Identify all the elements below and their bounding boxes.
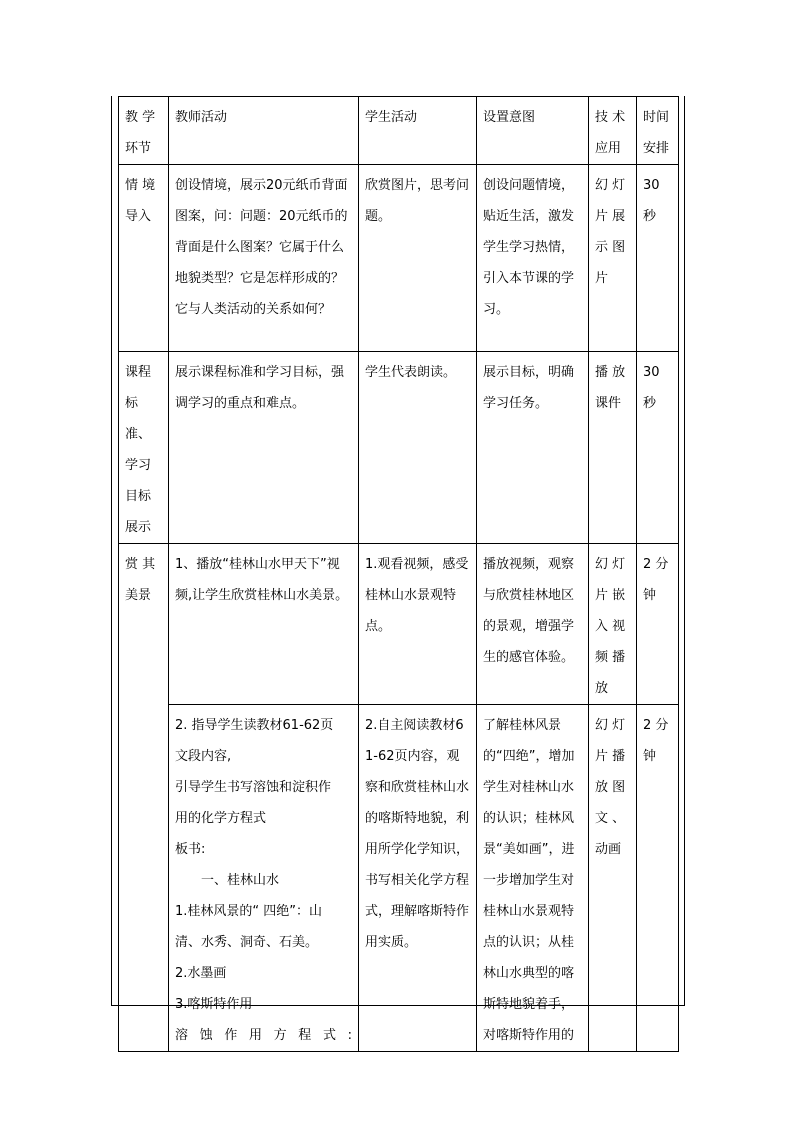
student-activity-cell: 1.观看视频，感受桂林山水景观特点。 bbox=[359, 544, 477, 705]
table-frame-left bbox=[111, 96, 112, 1006]
header-teacher-activity: 教师活动 bbox=[169, 97, 359, 165]
student-activity-cell: 2.自主阅读教材61-62页内容，观察和欣赏桂林山水的喀斯特地貌，利用所学化学知识，书写相关化学方程式，理解喀斯特作用实质。 bbox=[359, 705, 477, 1052]
teacher-line: 板书: bbox=[175, 842, 206, 857]
table-row bbox=[119, 544, 679, 705]
teacher-line: 文段内容, bbox=[175, 749, 232, 764]
time-cell: 2 分 钟 bbox=[637, 544, 679, 705]
table-header-row bbox=[119, 97, 679, 165]
design-intent-cell: 播放视频，观察与欣赏桂林地区的景观，增强学生的感官体验。 bbox=[477, 544, 589, 705]
teacher-activity-cell: 创设情境，展示20元纸币背面图案，问：问题：20元纸币的背面是什么图案？它属于什么地貌类型？它是怎样形成的？它与人类活动的关系如何？ bbox=[169, 165, 359, 352]
stage-cell: 赏 其 美景 bbox=[119, 544, 169, 1052]
tech-cell: 播 放 课件 bbox=[589, 352, 637, 544]
tech-cell: 幻 灯 片 嵌 入 视 频 播 放 bbox=[589, 544, 637, 705]
tech-cell: 幻 灯 片 展 示 图 片 bbox=[589, 165, 637, 352]
stage-cell: 课程 标准、 学习 目标 展示 bbox=[119, 352, 169, 544]
design-intent-cell: 了解桂林风景的“四绝”，增加学生对桂林山水的认识；桂林风景“美如画”，进一步增加学生对桂林山水景观特点的认识；从桂林山水典型的喀斯特地貌着手，对喀斯特作用的 bbox=[477, 705, 589, 1052]
tech-cell: 幻 灯 片 播 放 图 文 、 动画 bbox=[589, 705, 637, 1052]
table-row bbox=[119, 705, 679, 1052]
time-cell: 30秒 bbox=[637, 352, 679, 544]
teacher-line: 2. 指导学生读教材61-62页 bbox=[175, 718, 334, 733]
teacher-activity-cell bbox=[169, 705, 359, 1052]
header-time: 时间 安排 bbox=[637, 97, 679, 165]
time-cell: 30秒 bbox=[637, 165, 679, 352]
teacher-line: 引导学生书写溶蚀和淀积作 bbox=[175, 780, 332, 795]
header-tech: 技 术 应用 bbox=[589, 97, 637, 165]
teacher-activity-cell: 1、播放“桂林山水甲天下”视频,让学生欣赏桂林山水美景。 bbox=[169, 544, 359, 705]
teacher-line: 用的化学方程式 bbox=[175, 811, 267, 826]
time-cell: 2 分 钟 bbox=[637, 705, 679, 1052]
header-design-intent: 设置意图 bbox=[477, 97, 589, 165]
teacher-line: 2.水墨画 bbox=[175, 966, 227, 981]
table-row bbox=[119, 352, 679, 544]
header-student-activity: 学生活动 bbox=[359, 97, 477, 165]
student-activity-cell: 欣赏图片，思考问题。 bbox=[359, 165, 477, 352]
student-activity-cell: 学生代表朗读。 bbox=[359, 352, 477, 544]
design-intent-cell: 创设问题情境，贴近生活，激发学生学习热情，引入本节课的学习。 bbox=[477, 165, 589, 352]
lesson-plan-table bbox=[118, 96, 679, 1052]
teacher-line: 清、水秀、洞奇、石美。 bbox=[175, 935, 319, 950]
table-frame-right bbox=[684, 96, 685, 1006]
header-stage: 教 学 环节 bbox=[119, 97, 169, 165]
stage-cell: 情 境 导入 bbox=[119, 165, 169, 352]
teacher-activity-cell: 展示课程标准和学习目标，强调学习的重点和难点。 bbox=[169, 352, 359, 544]
teacher-line: 1.桂林风景的“ 四绝”：山 bbox=[175, 904, 323, 919]
teacher-line: 溶 蚀 作 用 方 程 式 : bbox=[175, 1028, 352, 1043]
teacher-line: 3.喀斯特作用 bbox=[175, 997, 253, 1012]
table-row bbox=[119, 165, 679, 352]
teacher-line: 一、桂林山水 bbox=[175, 873, 280, 888]
design-intent-cell: 展示目标，明确学习任务。 bbox=[477, 352, 589, 544]
